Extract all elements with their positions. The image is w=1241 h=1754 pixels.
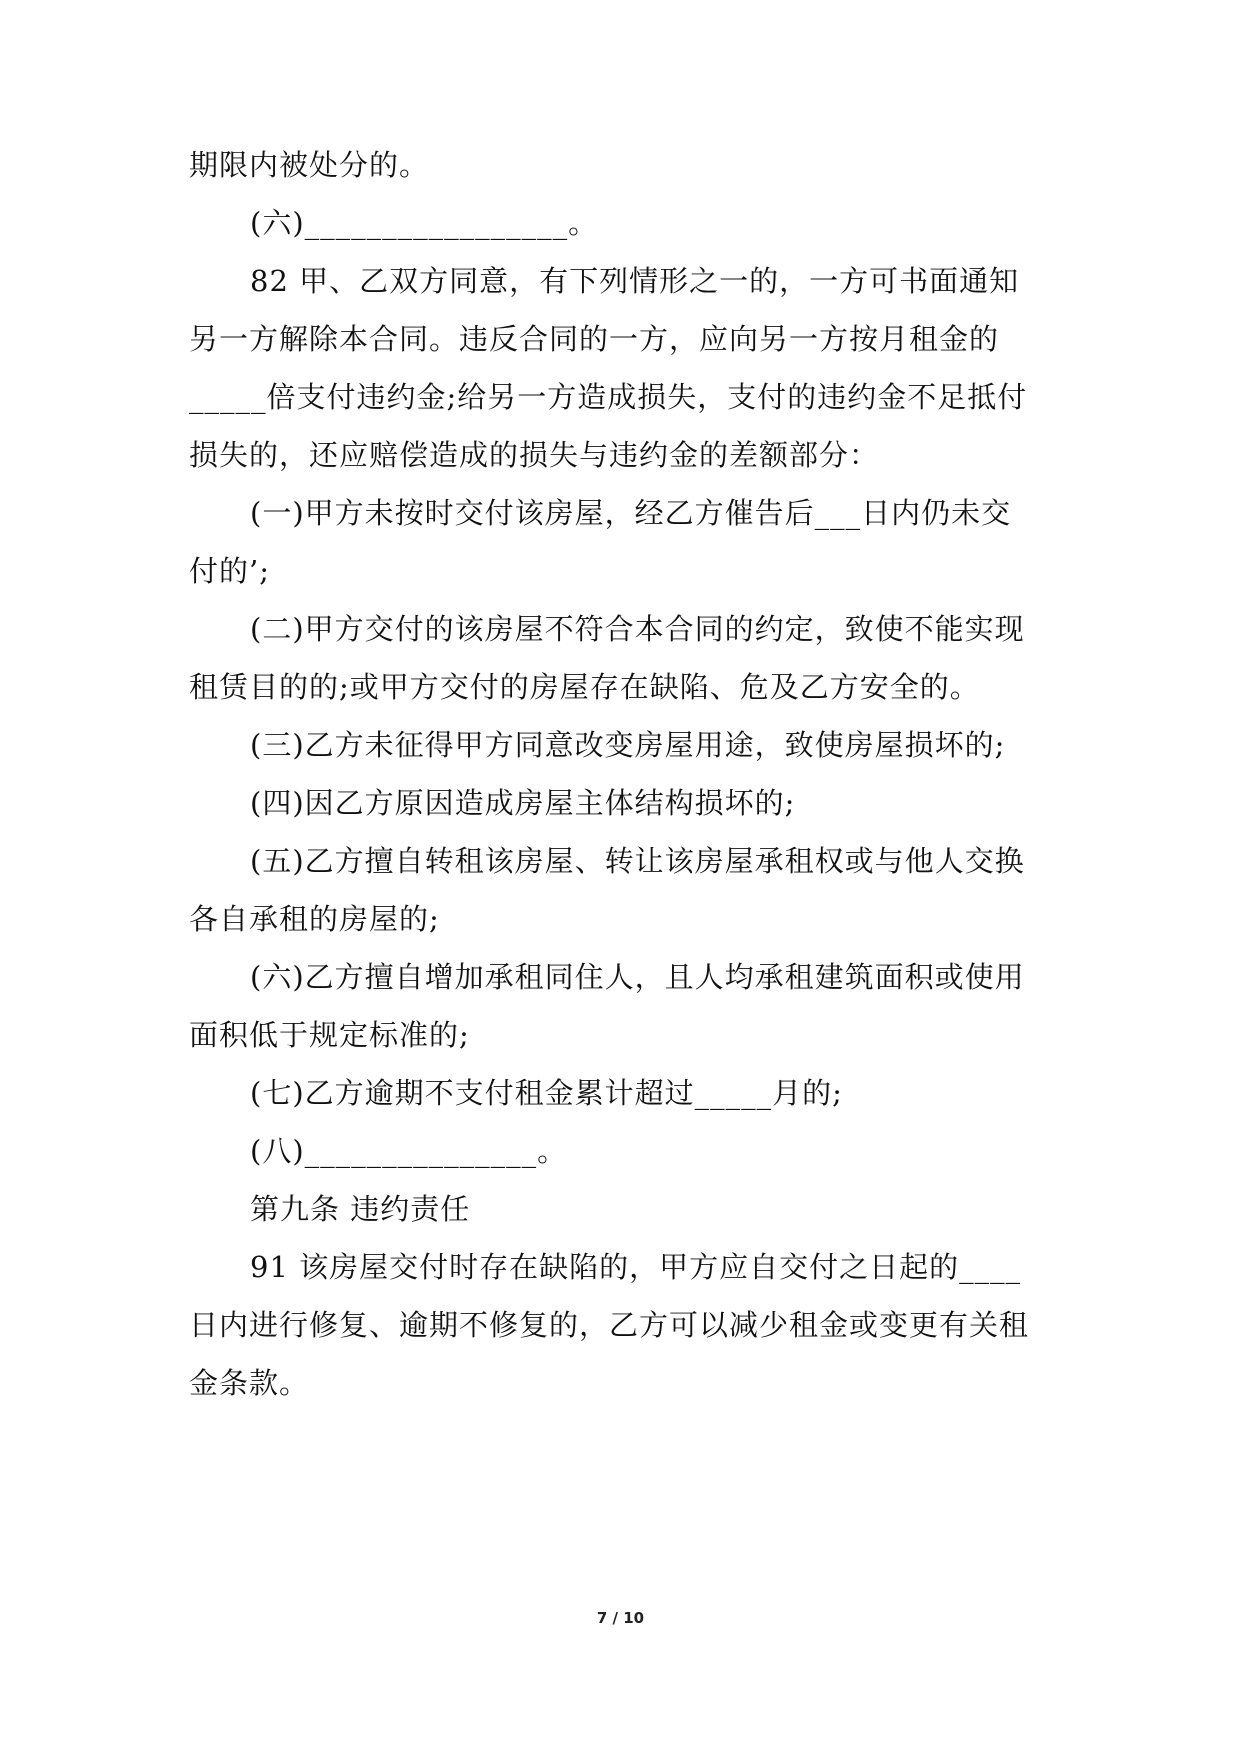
text-line: 91 该房屋交付时存在缺陷的，甲方应自交付之日起的____	[250, 1250, 1022, 1284]
text-line: 金条款。	[189, 1366, 310, 1400]
text-line: (四)因乙方原因造成房屋主体结构损坏的;	[250, 786, 796, 820]
text-line: 82 甲、乙双方同意，有下列情形之一的，一方可书面通知	[250, 264, 1020, 298]
text-line: 各自承租的房屋的;	[189, 902, 440, 936]
text-line: (六)乙方擅自增加承租同住人，且人均承租建筑面积或使用	[250, 960, 1025, 994]
text-line: (六)_________________。	[250, 206, 599, 240]
text-line: (二)甲方交付的该房屋不符合本合同的约定，致使不能实现	[250, 612, 1025, 646]
text-line: 另一方解除本合同。违反合同的一方，应向另一方按月租金的	[189, 322, 1000, 356]
text-line: 日内进行修复、逾期不修复的，乙方可以减少租金或变更有关租	[189, 1308, 1030, 1342]
page-number: 7 / 10	[596, 1609, 645, 1627]
section-heading: 第九条 违约责任	[250, 1192, 471, 1226]
text-line: 期限内被处分的。	[189, 148, 430, 182]
text-line: 面积低于规定标准的;	[189, 1018, 470, 1052]
text-line: (八)_______________。	[250, 1134, 568, 1168]
text-line: 损失的，还应赔偿造成的损失与违约金的差额部分：	[189, 438, 880, 472]
text-line: _____倍支付违约金;给另一方造成损失，支付的违约金不足抵付	[189, 380, 1028, 414]
text-line: (五)乙方擅自转租该房屋、转让该房屋承租权或与他人交换	[250, 844, 1025, 878]
text-line: 租赁目的的;或甲方交付的房屋存在缺陷、危及乙方安全的。	[189, 670, 980, 704]
text-line: 付的’;	[189, 554, 270, 588]
text-line: (一)甲方未按时交付该房屋，经乙方催告后___日内仍未交	[250, 496, 1012, 530]
text-line: (三)乙方未征得甲方同意改变房屋用途，致使房屋损坏的;	[250, 728, 1006, 762]
text-line: (七)乙方逾期不支付租金累计超过_____月的;	[250, 1076, 843, 1110]
